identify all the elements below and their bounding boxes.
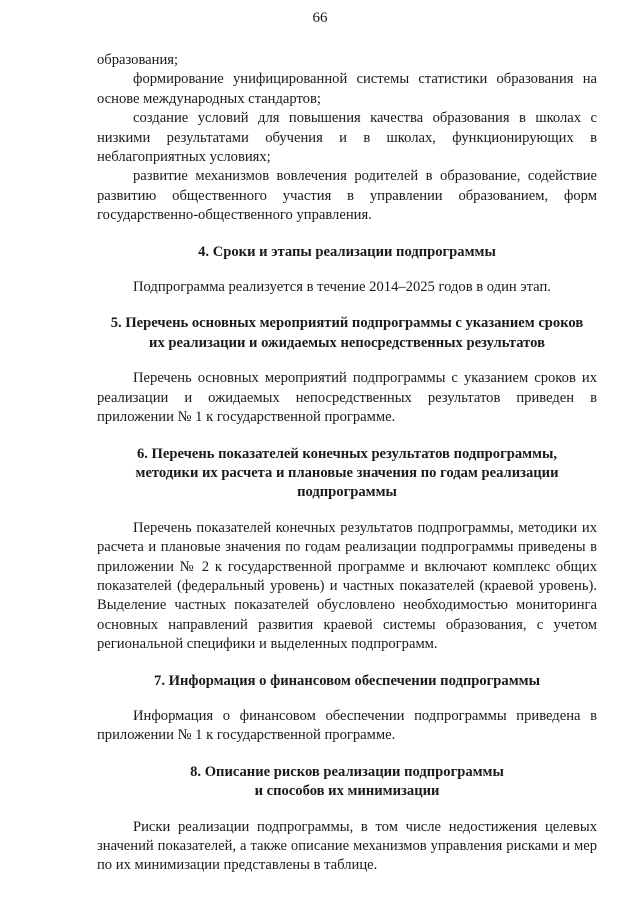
intro-paragraph-1: образования;: [97, 52, 179, 68]
section-6-heading-line: методики их расчета и плановые значения по годам реализации: [135, 464, 559, 481]
section-6-heading-line: 6. Перечень показателей конечных результатов подпрограммы,: [136, 445, 558, 462]
intro-paragraph-3: создание условий для повышения качества образования в школах с низкими результатами обучения и в школах, функционирующих в неблагоприятных условиях;: [97, 110, 597, 166]
document-body: [97, 51, 597, 876]
section-5-heading-line: их реализации и ожидаемых непосредственных результатов: [149, 334, 545, 351]
section-8-heading-line: 8. Описание рисков реализации подпрограммы: [190, 763, 504, 780]
section-5-heading: [97, 314, 597, 353]
section-8-heading-line: и способов их минимизации: [254, 783, 440, 800]
section-4-heading: [97, 243, 597, 262]
section-6-heading: [97, 445, 597, 503]
section-6-heading-line: подпрограммы: [297, 484, 397, 501]
page-number: 66: [312, 10, 328, 26]
section-4-paragraph: Подпрограмма реализуется в течение 2014–2025 годов в один этап.: [133, 279, 551, 296]
section-8-paragraph: Риски реализации подпрограммы, в том числе недостижения целевых значений показателей, а также описание механизмов управления рисками и мер по их минимизации представлены в таблице.: [97, 818, 597, 874]
intro-paragraph-4: развитие механизмов вовлечения родителей в образование, содействие развитию общественного участия в управлении образованием, форм государственно-общественного управления.: [97, 168, 597, 224]
section-5-paragraph: Перечень основных мероприятий подпрограммы с указанием сроков их реализации и ожидаемых непосредственных результатов приведен в приложении № 1 к государственной программе.: [97, 370, 597, 426]
section-6-paragraph: Перечень показателей конечных результатов подпрограммы, методики их расчета и плановые значения по годам реализации подпрограммы приведены в приложении № 2 к государственной программе и включают комплекс общих показателей (федеральный уровень) и частных показателей (краевой уровень). Выделение частных показателей обусловлено необходимостью мониторинга основных направлений развития краевой системы образования, с учетом региональной специфики и выделенных подпрограмм.: [97, 519, 597, 653]
section-4-heading-line: 4. Сроки и этапы реализации подпрограммы: [198, 243, 496, 260]
section-7-heading: [97, 672, 597, 691]
intro-paragraph-2: формирование унифицированной системы статистики образования на основе международных стандартов;: [97, 71, 597, 107]
section-5-heading-line: 5. Перечень основных мероприятий подпрограммы с указанием сроков: [110, 315, 584, 332]
section-8-heading: [97, 763, 597, 802]
section-7-heading-line: 7. Информация о финансовом обеспечении подпрограммы: [154, 672, 540, 689]
section-7-paragraph: Информация о финансовом обеспечении подпрограммы приведена в приложении № 1 к государственной программе.: [97, 707, 597, 744]
